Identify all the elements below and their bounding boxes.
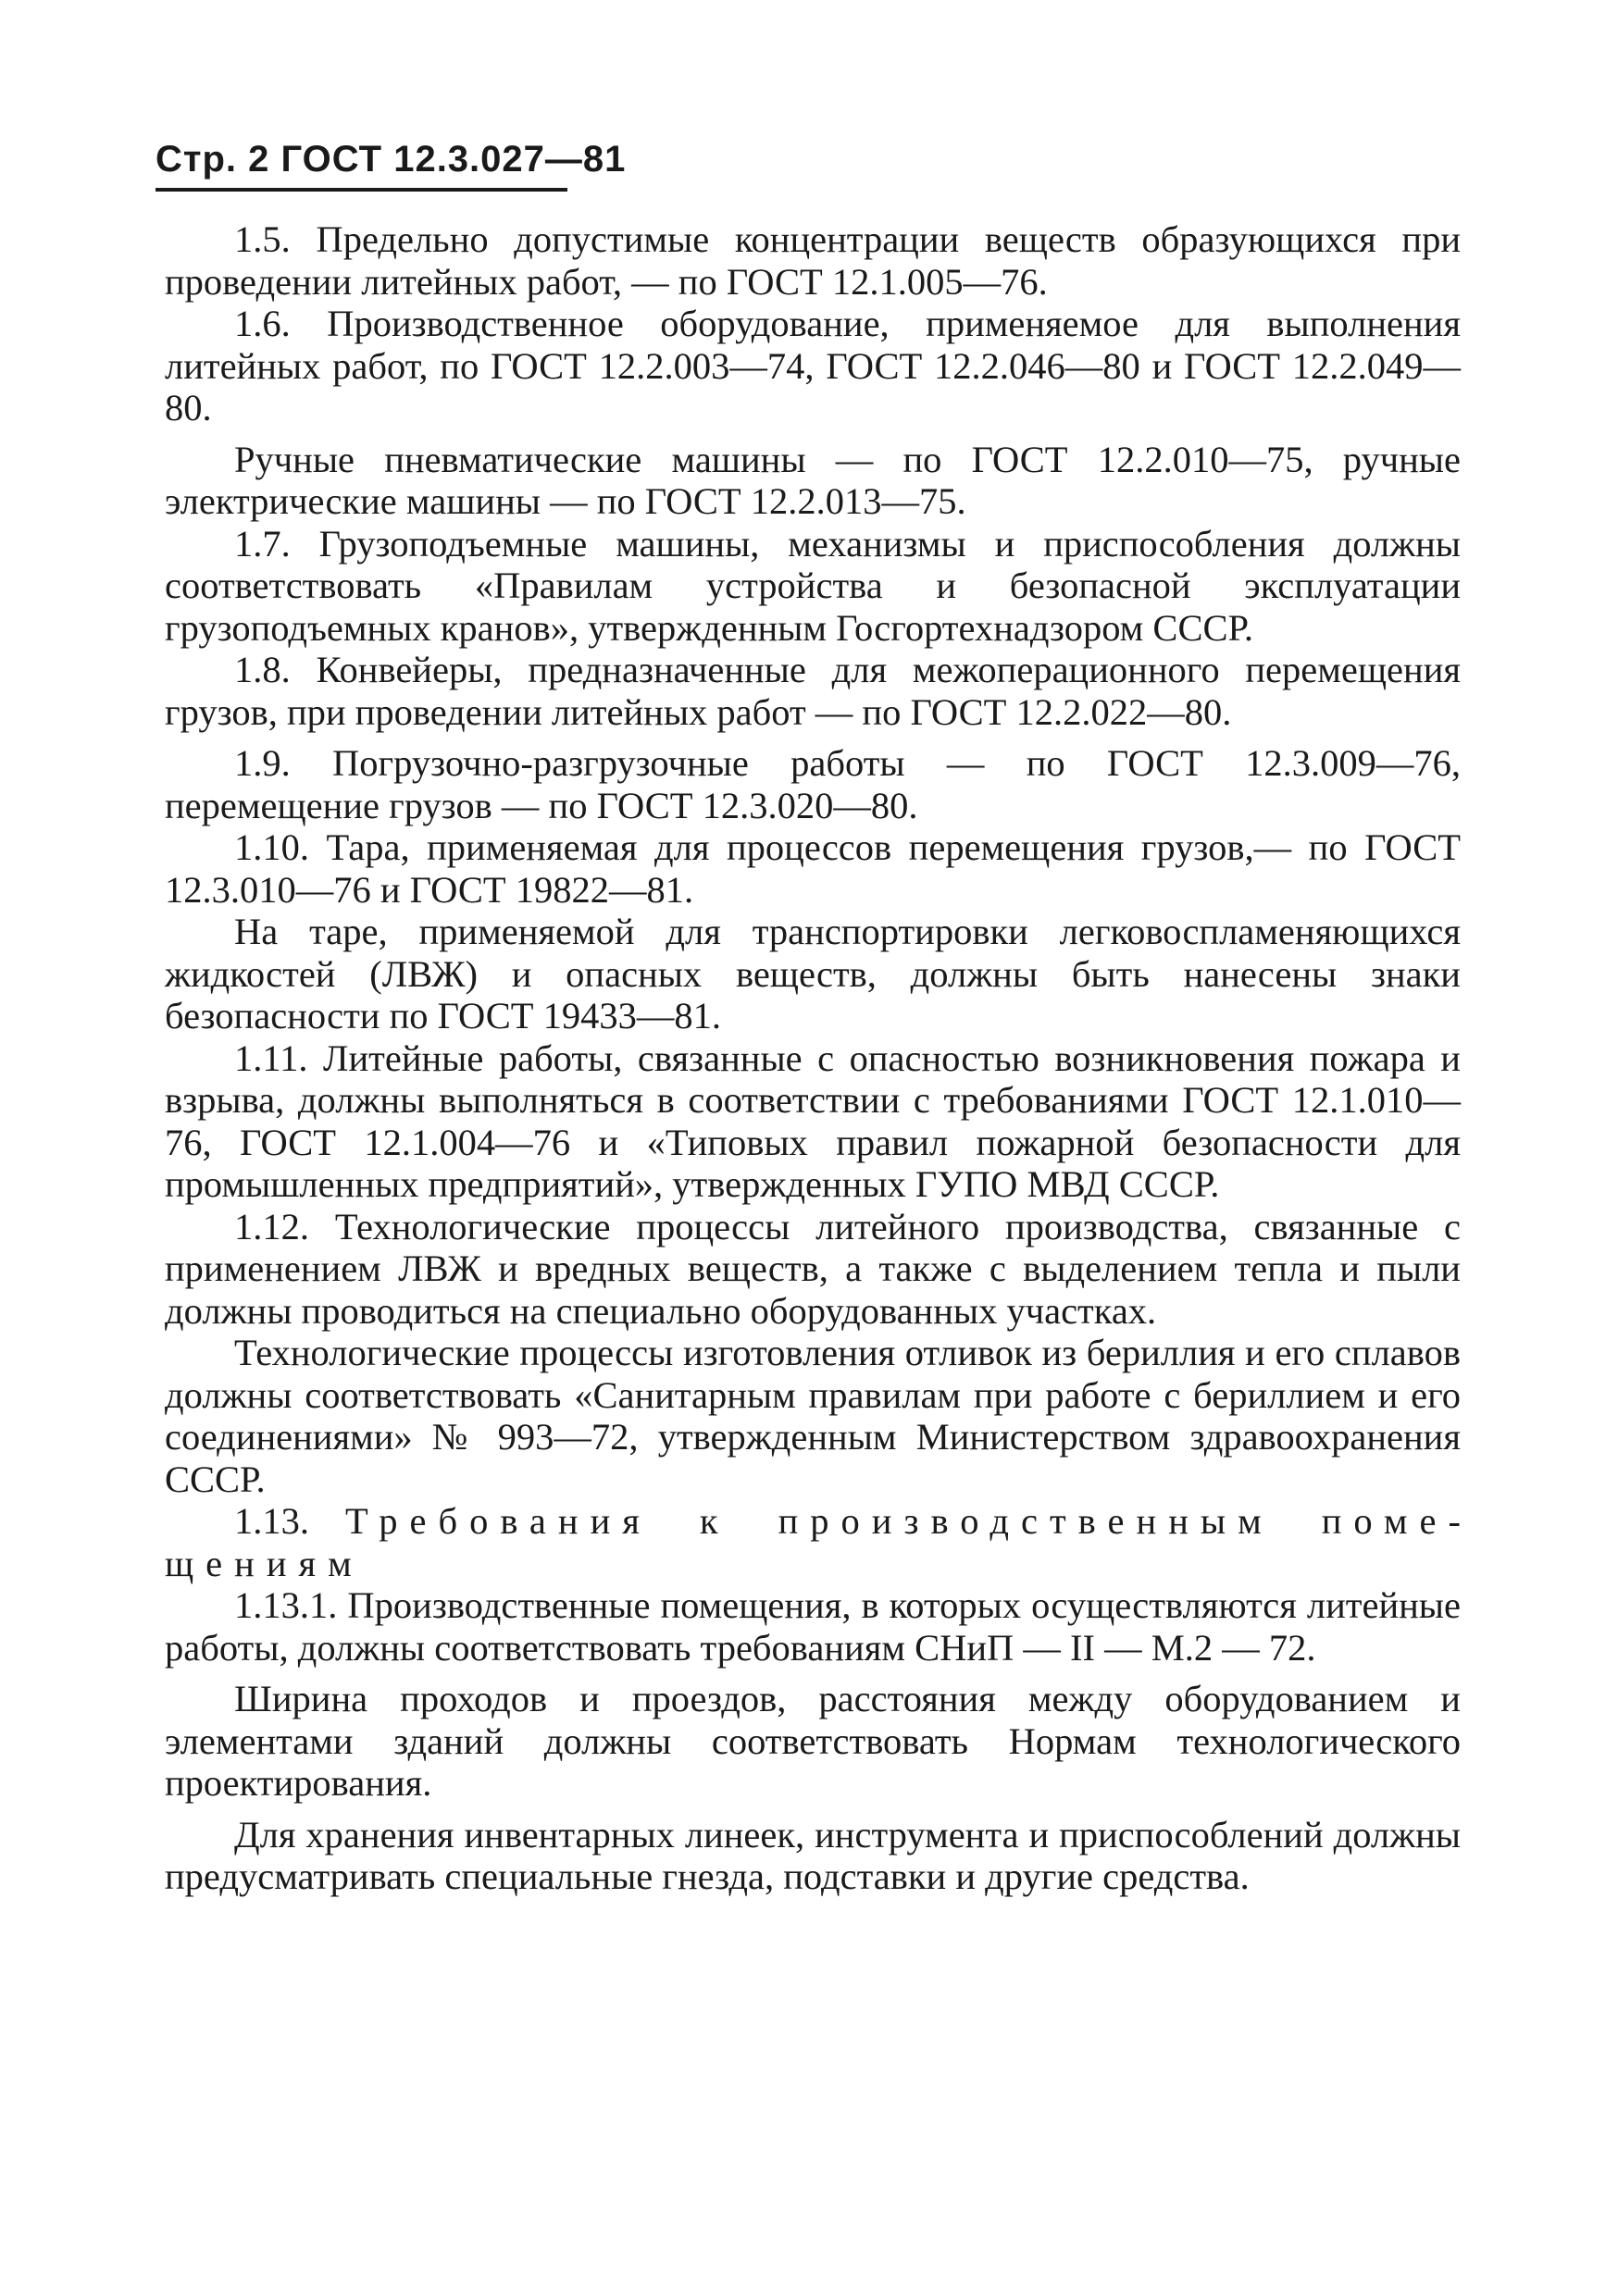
section-number: 1.13. [234,1500,309,1542]
paragraph-1-6: 1.6. Производственное оборудование, применяемое для выполнения литейных работ, по ГОСТ 12.2.003—74, ГОСТ 12.2.046—80 и ГОСТ 12.2.049—80. [165,303,1461,428]
paragraph-1-11: 1.11. Литейные работы, связанные с опасностью возникновения пожара и взрыва, должны выполняться в соответствии с требованиями ГОСТ 12.1.010—76, ГОСТ 12.1.004—76 и «Типовых правил пожарной безопасности для промышленных предприятий», утвержденных ГУПО МВД СССР. [165,1036,1461,1205]
paragraph-1-10-containers: На таре, применяемой для транспортировки легковоспламеняющихся жидкостей (ЛВЖ) и опасных веществ, должны быть нанесены знаки безопасности по ГОСТ 19433—81. [165,911,1461,1036]
paragraph-1-10: 1.10. Тара, применяемая для процессов перемещения грузов,— по ГОСТ 12.3.010—76 и ГОСТ 19822—81. [165,826,1461,911]
paragraph-1-7: 1.7. Грузоподъемные машины, механизмы и приспособления должны соответствовать «Правилам устройства и безопасной эксплуатации грузоподъемных кранов», утвержденным Госгортехнадзором СССР. [165,522,1461,649]
paragraph-1-6-manual-machines: Ручные пневматические машины — по ГОСТ 12.2.010—75, ручные электрические машины — по ГОСТ 12.2.013—75. [165,438,1461,522]
paragraph-1-5: 1.5. Предельно допустимые концентрации веществ образующихся при проведении литейных работ, — по ГОСТ 12.1.005—76. [165,218,1461,303]
paragraph-1-13-1-passages: Ширина проходов и проездов, расстояния между оборудованием и элементами зданий должны соответствовать Нормам технологического проектирования. [165,1678,1461,1804]
paragraph-1-12: 1.12. Технологические процессы литейного производства, связанные с применением ЛВЖ и вредных веществ, а также с выделением тепла и пыли должны проводиться на специально оборудованных участках. [165,1205,1461,1332]
paragraph-1-9: 1.9. Погрузочно-разгрузочные работы — по ГОСТ 12.3.009—76, перемещение грузов — по ГОСТ 12.3.020—80. [165,742,1461,826]
running-head: Стр. 2 ГОСТ 12.3.027—81 [156,139,627,180]
document-body [165,218,1461,1898]
paragraph-1-13-1: 1.13.1. Производственные помещения, в которых осуществляются литейные работы, должны соответствовать требованиям СНиП — II — М.2 — 72. [165,1584,1461,1669]
paragraph-1-8: 1.8. Конвейеры, предназначенные для межоперационного перемещения грузов, при проведении литейных работ — по ГОСТ 12.2.022—80. [165,649,1461,733]
header-rule [156,188,567,192]
paragraph-1-12-beryllium: Технологические процессы изготовления отливок из бериллия и его сплавов должны соответствовать «Санитарным правилам при работе с бериллием и его соединениями» № 993—72, утвержденным Министерством здравоохранения СССР. [165,1332,1461,1500]
section-title: Требования к производственным помещениям [165,1500,1462,1584]
section-heading-1-13 [165,1500,1461,1584]
paragraph-1-13-1-storage: Для хранения инвентарных линеек, инструмента и приспособлений должны предусматривать специальные гнезда, подставки и другие средства. [165,1813,1461,1897]
